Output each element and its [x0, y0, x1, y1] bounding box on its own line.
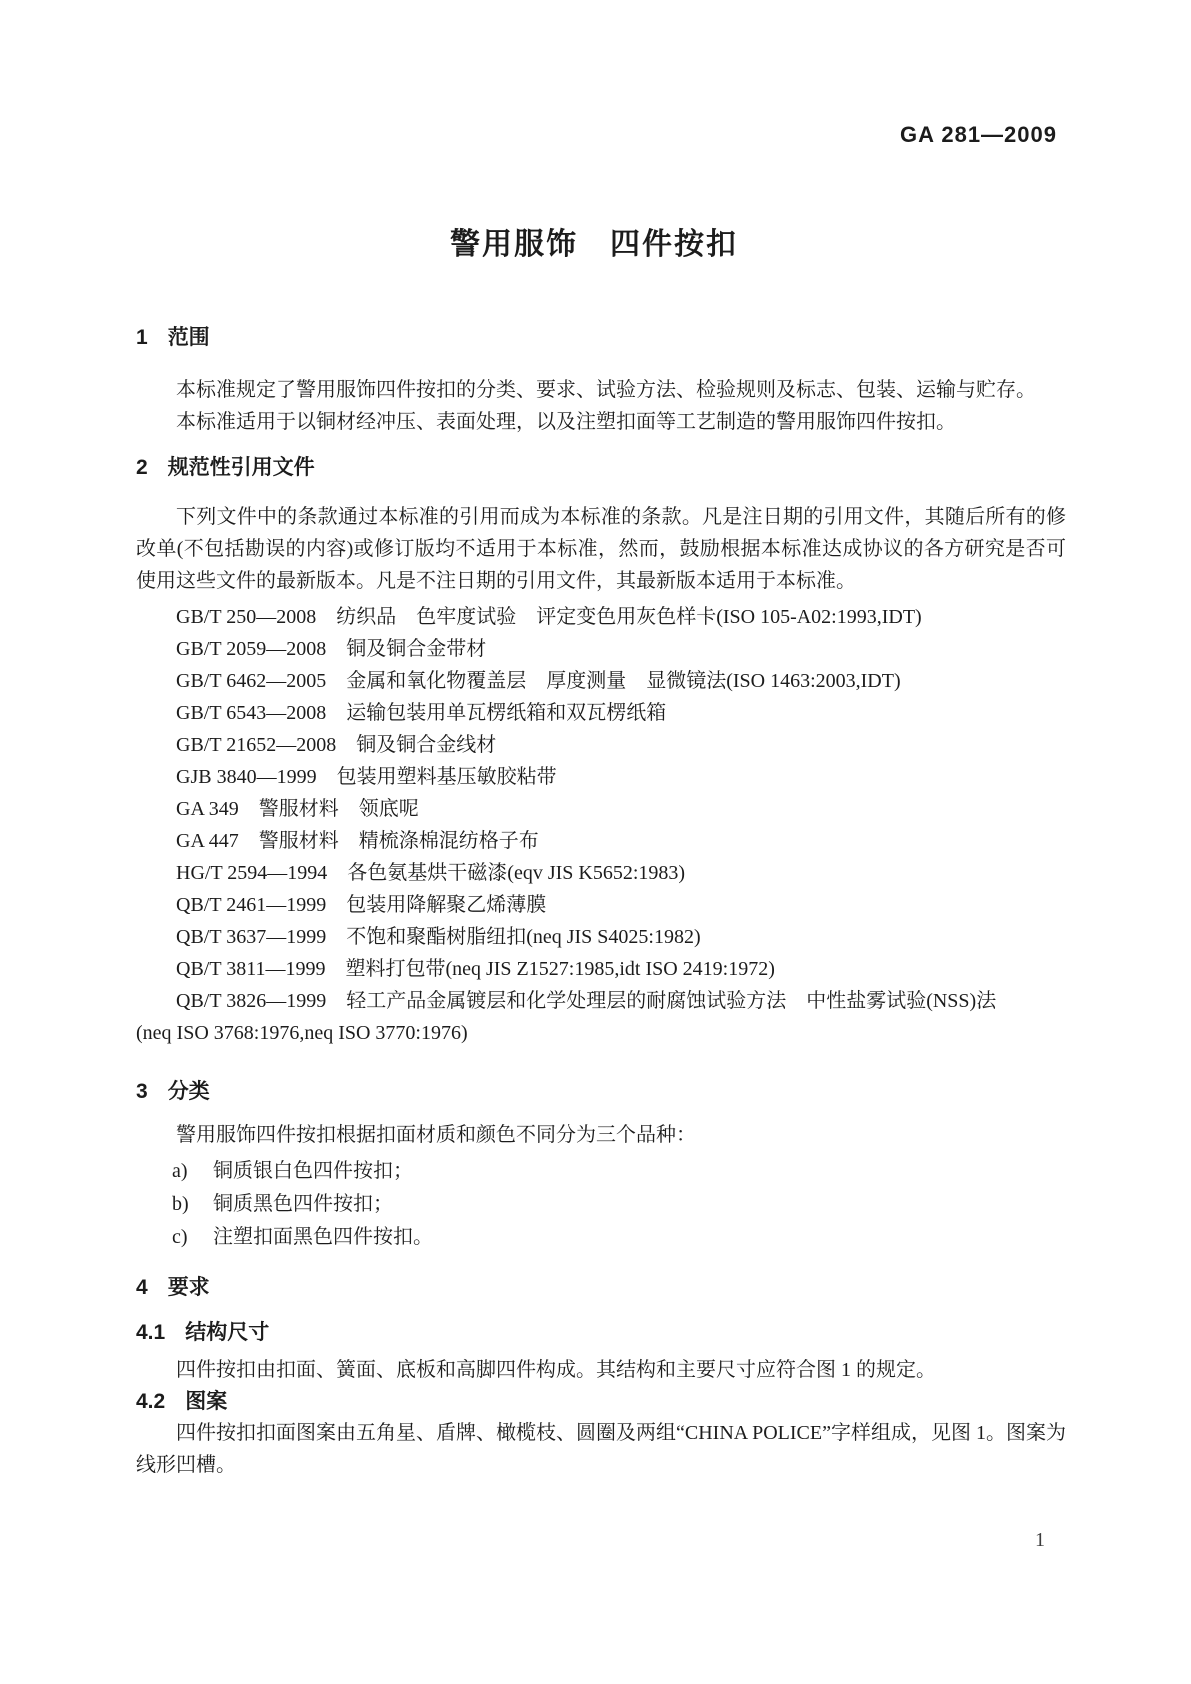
document-title: 警用服饰 四件按扣	[450, 228, 738, 261]
section-number: 4	[136, 1276, 148, 1299]
classification-item	[136, 1155, 1066, 1188]
item-label: b)	[172, 1193, 189, 1215]
reference-list	[136, 601, 1066, 1049]
section-title: 范围	[167, 326, 210, 349]
item-text: 铜质黑色四件按扣；	[213, 1193, 393, 1215]
section-title: 要求	[167, 1276, 210, 1299]
reference-item: QB/T 3811—1999 塑料打包带(neq JIS Z1527:1985,idt ISO 2419:1972)	[176, 958, 775, 980]
item-text: 注塑扣面黑色四件按扣。	[213, 1226, 433, 1248]
section-heading-scope	[136, 323, 1066, 353]
reference-item: GB/T 250—2008 纺织品 色牢度试验 评定变色用灰色样卡(ISO 105-A02:1993,IDT)	[176, 606, 922, 628]
subsection-heading-structure-dimensions	[136, 1318, 1066, 1348]
item-text: 铜质银白色四件按扣；	[213, 1160, 413, 1182]
section-heading-requirements	[136, 1273, 1066, 1303]
section-number: 3	[136, 1080, 148, 1103]
reference-item: QB/T 2461—1999 包装用降解聚乙烯薄膜	[176, 894, 547, 916]
classification-item	[136, 1221, 1066, 1254]
section-number: 2	[136, 456, 148, 479]
subsection-number: 4.2	[136, 1390, 166, 1413]
reference-item: QB/T 3826—1999 轻工产品金属镀层和化学处理层的耐腐蚀试验方法 中性盐雾试验(NSS)法	[176, 990, 997, 1012]
section-title: 规范性引用文件	[167, 456, 315, 479]
item-label: a)	[172, 1160, 188, 1182]
classification-item	[136, 1188, 1066, 1221]
subsection-title: 结构尺寸	[185, 1321, 270, 1344]
classification-list	[136, 1155, 1066, 1254]
normative-references-intro: 下列文件中的条款通过本标准的引用而成为本标准的条款。凡是注日期的引用文件，其随后所有的修改单(不包括勘误的内容)或修订版均不适用于本标准，然而，鼓励根据本标准达成协议的各方研究是否可使用这些文件的最新版本。凡是不注日期的引用文件，其最新版本适用于本标准。	[136, 506, 1066, 592]
standard-number: GA 281—2009	[900, 122, 1057, 147]
section-title: 分类	[167, 1080, 210, 1103]
structure-dimensions-paragraph: 四件按扣由扣面、簧面、底板和高脚四件构成。其结构和主要尺寸应符合图 1 的规定。	[176, 1359, 936, 1381]
reference-item: QB/T 3637—1999 不饱和聚酯树脂纽扣(neq JIS S4025:1982)	[176, 926, 701, 948]
reference-item: GB/T 6462—2005 金属和氧化物覆盖层 厚度测量 显微镜法(ISO 1463:2003,IDT)	[176, 670, 901, 692]
scope-paragraph-1: 本标准规定了警用服饰四件按扣的分类、要求、试验方法、检验规则及标志、包装、运输与贮存。	[176, 379, 1036, 401]
section-heading-normative-references	[136, 453, 1066, 483]
reference-item: GA 349 警服材料 领底呢	[176, 798, 419, 820]
reference-item-continuation: (neq ISO 3768:1976,neq ISO 3770:1976)	[136, 1022, 468, 1044]
scope-paragraph-2: 本标准适用于以铜材经冲压、表面处理，以及注塑扣面等工艺制造的警用服饰四件按扣。	[176, 411, 956, 433]
section-heading-classification	[136, 1077, 1066, 1107]
subsection-title: 图案	[185, 1390, 228, 1413]
reference-item: GB/T 6543—2008 运输包装用单瓦楞纸箱和双瓦楞纸箱	[176, 702, 667, 724]
reference-item: HG/T 2594—1994 各色氨基烘干磁漆(eqv JIS K5652:1983)	[176, 862, 686, 884]
item-label: c)	[172, 1226, 188, 1248]
reference-item: GB/T 21652—2008 铜及铜合金线材	[176, 734, 497, 756]
reference-item: GB/T 2059—2008 铜及铜合金带材	[176, 638, 487, 660]
reference-item: GA 447 警服材料 精梳涤棉混纺格子布	[176, 830, 539, 852]
page-number: 1	[1035, 1529, 1045, 1551]
pattern-paragraph: 四件按扣扣面图案由五角星、盾牌、橄榄枝、圆圈及两组“CHINA POLICE”字样组成，见图 1。图案为线形凹槽。	[136, 1422, 1066, 1476]
subsection-number: 4.1	[136, 1321, 166, 1344]
subsection-heading-pattern	[136, 1387, 1066, 1417]
reference-item: GJB 3840—1999 包装用塑料基压敏胶粘带	[176, 766, 557, 788]
section-number: 1	[136, 326, 148, 349]
classification-intro: 警用服饰四件按扣根据扣面材质和颜色不同分为三个品种：	[176, 1124, 696, 1146]
